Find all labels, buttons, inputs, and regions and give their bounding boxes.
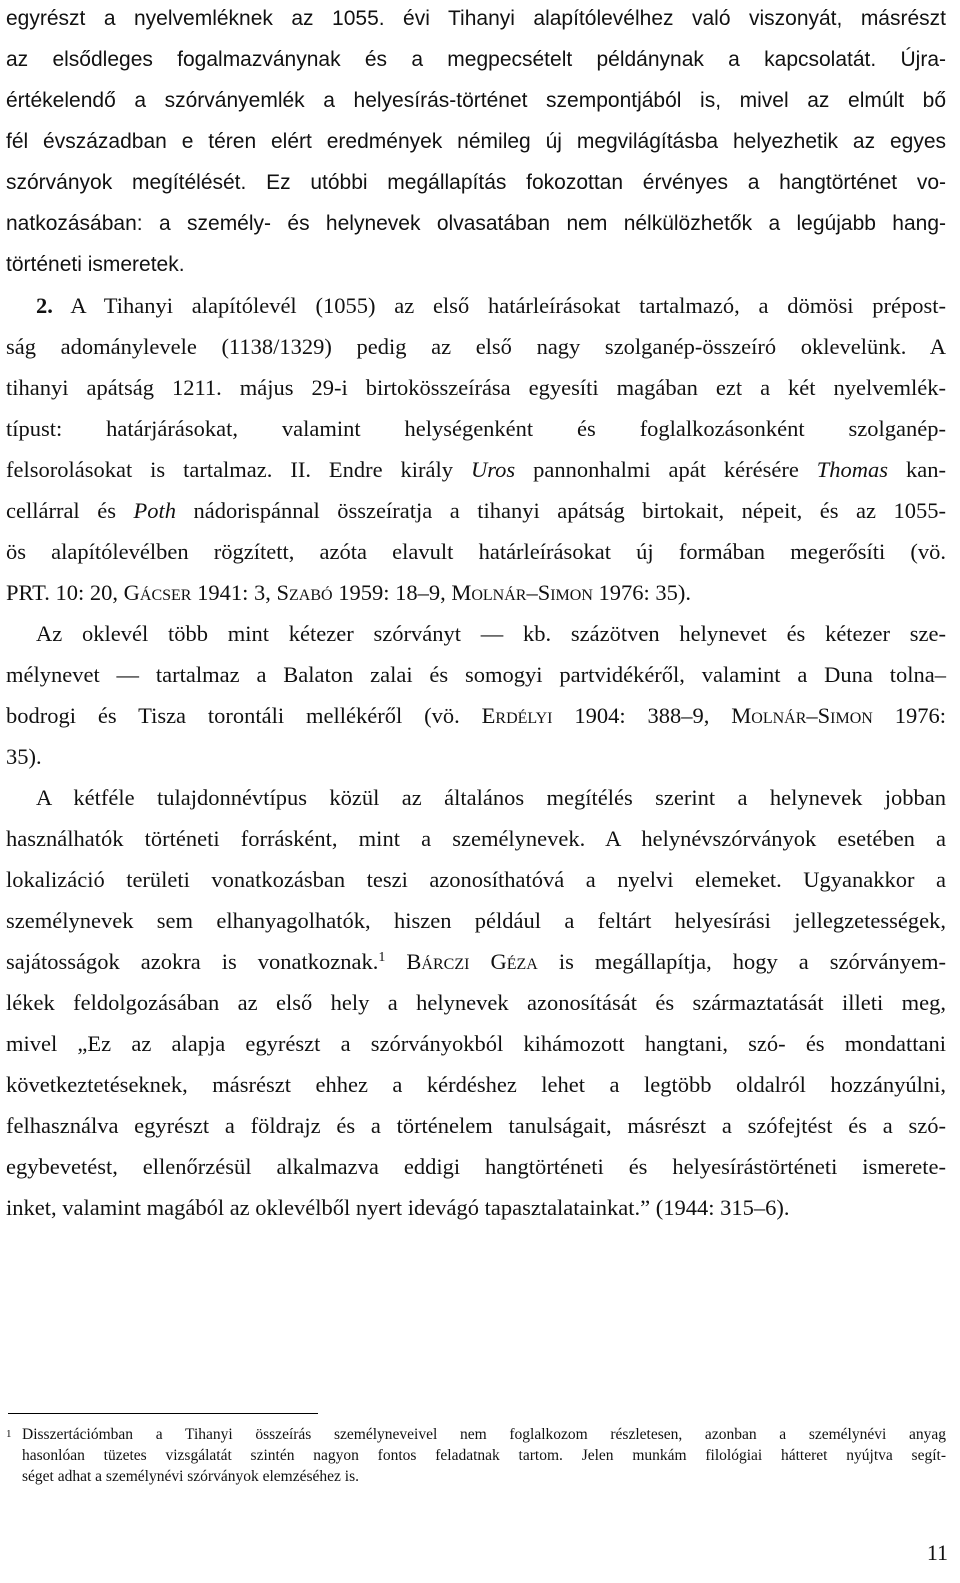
footnote-line: Disszertációmban a Tihanyi összeírás személyneveivel nem foglalkozom részletesen, azonban a személynévi anyag (22, 1426, 946, 1443)
text-line: történeti ismeretek. (6, 253, 185, 276)
paragraph-4-line: felhasználva egyrészt a földrajz és a történelem tanulságait, másrészt a szófejtést és a szó- (6, 1113, 946, 1138)
citation-author: Bárczi Géza (406, 949, 538, 974)
paragraph-2-line: cellárral és Poth nádorispánnal összeíratja a tihanyi apátság birtokait, népeit, és az 1055- (6, 498, 946, 523)
paragraph-3-line: bodrogi és Tisza torontáli mellékéről (vö. Erdélyi 1904: 388–9, Molnár–Simon 1976: (6, 703, 946, 728)
footnote-divider (8, 1413, 318, 1414)
text-line: fél évszázadban e téren elért eredmények némileg új megvilágításba helyezhetik az egyes (6, 130, 946, 153)
footnote-line: hasonlóan tüzetes vizsgálatát szintén nagyon fontos feladatnak tartom. Jelen munkám filológiai hátteret nyújtva segít- (22, 1447, 946, 1464)
footnote-number: 1 (6, 1428, 12, 1440)
paragraph-2-line: PRT. 10: 20, Gácser 1941: 3, Szabó 1959: 18–9, Molnár–Simon 1976: 35). (6, 580, 691, 605)
text-line: az elsődleges fogalmazványnak és a megpecsételt példánynak a kapcsolatát. Újra- (6, 48, 946, 71)
paragraph-3-line: mélynevet — tartalmaz a Balaton zalai és somogyi partvidékéről, valamint a Duna tolna– (6, 662, 946, 687)
footnote-line: séget adhat a személynévi szórványok elemzéséhez is. (22, 1468, 359, 1485)
citation-author: Szabó (276, 580, 333, 605)
text-line: értékelendő a szórványemlék a helyesírás-történet szempontjából is, mivel az elmúlt bő (6, 89, 946, 112)
paragraph-4-line: személynevek sem elhanyagolhatók, hiszen például a feltárt helyesírási jellegzetességek, (6, 908, 946, 933)
paragraph-2-line: típust: határjárásokat, valamint helységenként és foglalkozásonként szolganép- (6, 416, 946, 441)
paragraph-2-line: 2. A Tihanyi alapítólevél (1055) az első határleírásokat tartalmazó, a dömösi prépost- (36, 293, 946, 318)
name-thomas: Thomas (816, 457, 889, 482)
citation-author: Erdélyi (481, 703, 553, 728)
paragraph-2-line: ös alapítólevélben rögzített, azóta elavult határleírásokat új formában megerősíti (vö. (6, 539, 946, 564)
paragraph-4-line: lokalizáció területi vonatkozásban teszi azonosíthatóvá a nyelvi elemeket. Ugyanakkor a (6, 867, 946, 892)
name-uros: Uros (470, 457, 516, 482)
paragraph-4-line: következtetéseknek, másrészt ehhez a kérdéshez lehet a legtöbb oldalról hozzányúlni, (6, 1072, 946, 1097)
paragraph-2-line: felsorolásokat is tartalmaz. II. Endre király Uros pannonhalmi apát kérésére Thomas kan- (6, 457, 946, 482)
paragraph-2-line: ság adománylevele (1138/1329) pedig az első nagy szolganép-összeíró oklevelünk. A (6, 334, 946, 359)
paragraph-4-line: mivel „Ez az alapja egyrészt a szórványokból kihámozott hangtani, szó- és mondattani (6, 1031, 946, 1056)
paragraph-4-line: használhatók történeti forrásként, mint a személynevek. A helynévszórványok esetében a (6, 826, 946, 851)
paragraph-4-line: lékek feldolgozásában az első hely a helynevek azonosítását és származtatását illeti meg, (6, 990, 946, 1015)
paragraph-4-line: sajátosságok azokra is vonatkoznak.$^1$ Bárczi Géza is megállapítja, hogy a szórványem- (6, 949, 947, 974)
paragraph-3-line: Az oklevél több mint kétezer szórványt — kb. százötven helynevet és kétezer sze- (36, 621, 946, 646)
citation-author: Gácser (123, 580, 192, 605)
citation-author: Molnár–Simon (731, 703, 873, 728)
paragraph-4-line: A kétféle tulajdonnévtípus közül az általános megítélés szerint a helynevek jobban (36, 785, 946, 810)
text-line: natkozásában: a személy- és helynevek olvasatában nem nélkülözhetők a legújabb hang- (6, 212, 946, 235)
text-line: szórványok megítélését. Ez utóbbi megállapítás fokozottan érvényes a hangtörténet vo- (6, 171, 946, 194)
paragraph-4-line: egybevetést, ellenőrzésül alkalmazva eddigi hangtörténeti és helyesírástörténeti ismerete- (6, 1154, 946, 1179)
paragraph-4-line: inket, valamint magából az oklevélből nyert idevágó tapasztalatainkat.” (1944: 315–6). (6, 1195, 790, 1220)
paragraph-2-line: tihanyi apátság 1211. május 29-i birtokösszeírása egyesíti magában ezt a két nyelvemlék- (6, 375, 946, 400)
section-number: 2. (36, 293, 53, 318)
page-number: 11 (926, 1540, 948, 1565)
text-line: egyrészt a nyelvemléknek az 1055. évi Tihanyi alapítólevélhez való viszonyát, másrészt (6, 7, 946, 30)
footnote-reference[interactable]: 1 (378, 950, 386, 965)
paragraph-3-line: 35). (6, 744, 42, 769)
name-poth: Poth (133, 498, 176, 523)
citation-author: Molnár–Simon (451, 580, 593, 605)
